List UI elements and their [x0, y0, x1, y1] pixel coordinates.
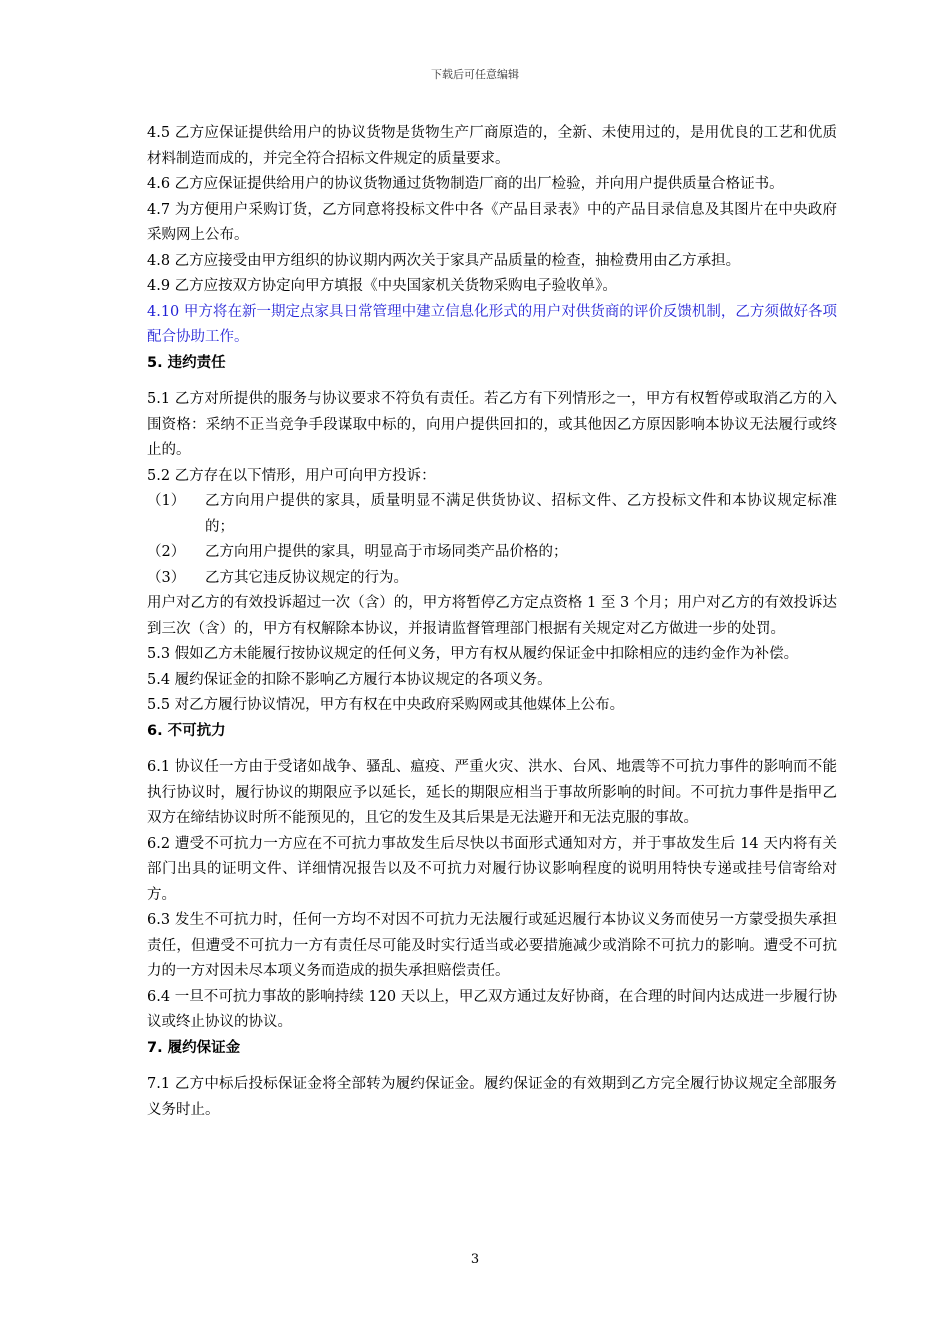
clause-4-6: 4.6 乙方应保证提供给用户的协议货物通过货物制造厂商的出厂检验，并向用户提供质量合格证书。: [147, 176, 784, 192]
section-7-heading: 7. 履约保证金: [147, 1039, 241, 1056]
clause-6-2: 6.2 遭受不可抗力一方应在不可抗力事故发生后尽快以书面形式通知对方，并于事故发生后 14 天内将有关部门出具的证明文件、详细情况报告以及不可抗力对履行协议影响程度的说明用特快专递或挂号信寄给对方。: [147, 835, 837, 903]
list-item-text: 乙方向用户提供的家具，质量明显不满足供货协议、招标文件、乙方投标文件和本协议规定标准的；: [205, 493, 837, 535]
clause-5-2-complaints: 用户对乙方的有效投诉超过一次（含）的，甲方将暂停乙方定点资格 1 至 3 个月；用户对乙方的有效投诉达到三次（含）的，甲方有权解除本协议，并报请监督管理部门根据有关规定对乙方做进一步的处罚。: [147, 595, 837, 637]
section-6-heading: 6. 不可抗力: [147, 722, 226, 739]
list-item: [147, 540, 837, 566]
section-5-heading: 5. 违约责任: [147, 354, 226, 371]
clause-6-1: 6.1 协议任一方由于受诸如战争、骚乱、瘟疫、严重火灾、洪水、台风、地震等不可抗力事件的影响而不能执行协议时，履行协议的期限应予以延长，延长的期限应相当于事故所影响的时间。不可抗力事件是指甲乙双方在缔结协议时所不能预见的，且它的发生及其后果是无法避开和无法克服的事故。: [147, 759, 837, 826]
clause-6-4: 6.4 一旦不可抗力事故的影响持续 120 天以上，甲乙双方通过友好协商，在合理的时间内达成进一步履行协议或终止协议的协议。: [147, 988, 837, 1030]
list-item-number: （2）: [147, 544, 186, 560]
clause-5-4: 5.4 履约保证金的扣除不影响乙方履行本协议规定的各项义务。: [147, 671, 552, 688]
page-header: 下载后可任意编辑: [431, 68, 519, 81]
list-item: [147, 489, 837, 540]
list-item-text: 乙方其它违反协议规定的行为。: [205, 569, 408, 586]
clause-5-1: 5.1 乙方对所提供的服务与协议要求不符负有责任。若乙方有下列情形之一，甲方有权暂停或取消乙方的入围资格：采纳不正当竞争手段谋取中标的，向用户提供回扣的，或其他因乙方原因影响本协议无法履行或终止的。: [147, 391, 837, 458]
clause-4-7: 4.7 为方便用户采购订货，乙方同意将投标文件中各《产品目录表》中的产品目录信息及其图片在中央政府采购网上公布。: [147, 201, 837, 243]
clause-4-10: 4.10 甲方将在新一期定点家具日常管理中建立信息化形式的用户对供货商的评价反馈机制，乙方须做好各项配合协助工作。: [147, 303, 837, 345]
list-item-text: 乙方向用户提供的家具，明显高于市场同类产品价格的；: [205, 544, 568, 560]
clause-4-5: 4.5 乙方应保证提供给用户的协议货物是货物生产厂商原造的，全新、未使用过的，是用优良的工艺和优质材料制造而成的，并完全符合招标文件规定的质量要求。: [147, 125, 837, 167]
list-item: [147, 566, 837, 592]
page-number: 3: [470, 1252, 480, 1267]
document-body: [147, 121, 837, 1123]
clause-5-2: 5.2 乙方存在以下情形，用户可向甲方投诉：: [147, 467, 436, 484]
clause-5-5: 5.5 对乙方履行协议情况，甲方有权在中央政府采购网或其他媒体上公布。: [147, 697, 625, 713]
list-item-number: （1）: [147, 493, 186, 509]
clause-6-3: 6.3 发生不可抗力时，任何一方均不对因不可抗力无法履行或延迟履行本协议义务而使另一方蒙受损失承担责任，但遭受不可抗力一方有责任尽可能及时实行适当或必要措施减少或消除不可抗力的影响。遭受不可抗力的一方对因未尽本项义务而造成的损失承担赔偿责任。: [147, 912, 837, 979]
clause-7-1: 7.1 乙方中标后投标保证金将全部转为履约保证金。履约保证金的有效期到乙方完全履行协议规定全部服务义务时止。: [147, 1076, 837, 1118]
clause-4-8: 4.8 乙方应接受由甲方组织的协议期内两次关于家具产品质量的检查，抽检费用由乙方承担。: [147, 252, 741, 269]
list-item-number: （3）: [147, 569, 186, 586]
clause-4-9: 4.9 乙方应按双方协定向甲方填报《中央国家机关货物采购电子验收单》。: [147, 278, 617, 294]
clause-5-3: 5.3 假如乙方未能履行按协议规定的任何义务，甲方有权从履约保证金中扣除相应的违约金作为补偿。: [147, 646, 799, 662]
